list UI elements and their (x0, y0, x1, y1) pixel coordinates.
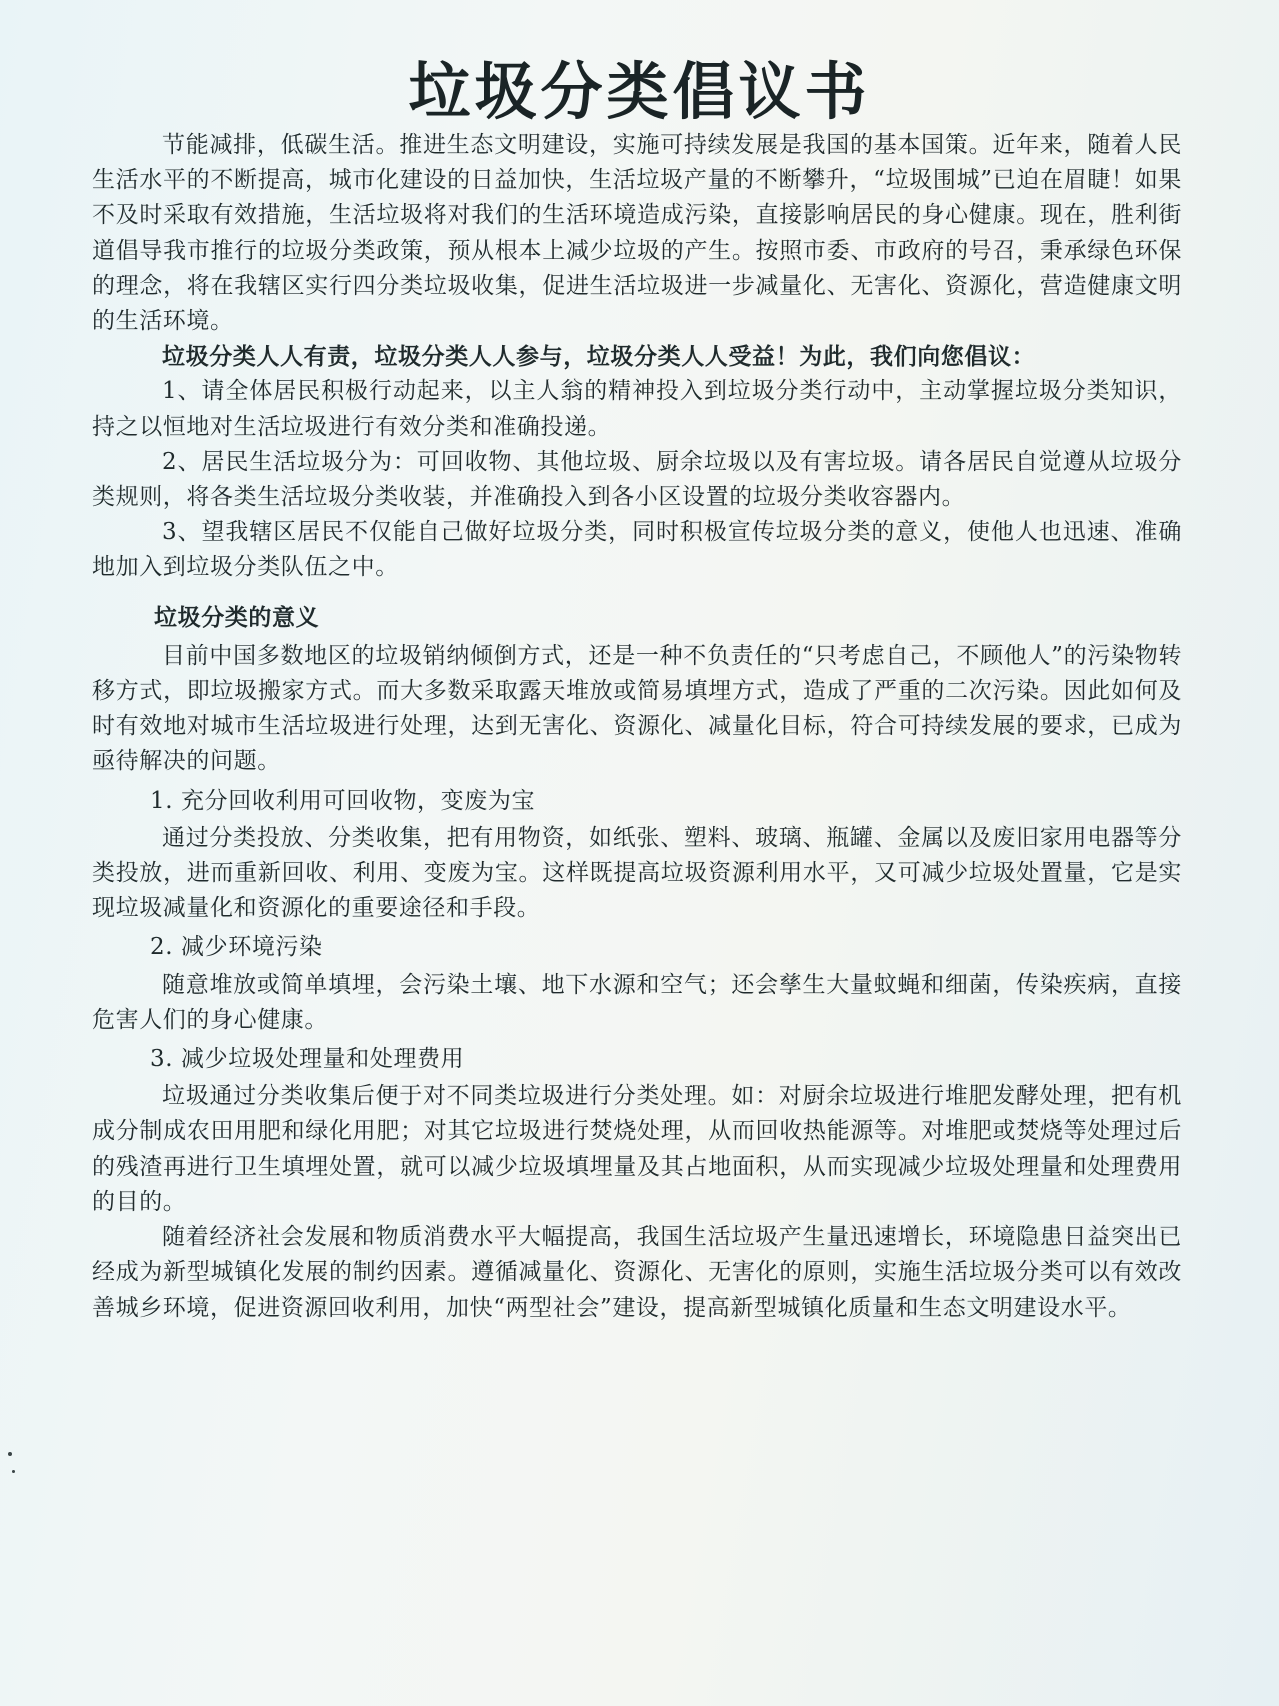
document-title: 垃圾分类倡议书 (408, 55, 871, 128)
meaning-intro-paragraph: 目前中国多数地区的垃圾销纳倾倒方式，还是一种不负责任的“只考虑自己，不顾他人”的污染物转移方式，即垃圾搬家方式。而大多数采取露天堆放或简易填埋方式，造成了严重的二次污染。因此如何及时有效地对城市生活垃圾进行处理，达到无害化、资源化、减量化目标，符合可持续发展的要求，已成为亟待解决的问题。 (92, 642, 1182, 775)
paper-speck (12, 1470, 15, 1473)
document-body (92, 128, 1182, 1326)
section-2-text: 随意堆放或简单填埋，会污染土壤、地下水源和空气；还会孳生大量蚊蝇和细菌，传染疾病，直接危害人们的身心健康。 (92, 971, 1182, 1033)
intro-paragraph: 节能减排，低碳生活。推进生态文明建设，实施可持续发展是我国的基本国策。近年来，随着人民生活水平的不断提高，城市化建设的日益加快，生活垃圾产量的不断攀升，“垃圾围城”已迫在眉睫！如果不及时采取有效措施，生活垃圾将对我们的生活环境造成污染，直接影响居民的身心健康。现在，胜利街道倡导我市推行的垃圾分类政策，预从根本上减少垃圾的产生。按照市委、市政府的号召，秉承绿色环保的理念，将在我辖区实行四分类垃圾收集，促进生活垃圾进一步减量化、无害化、资源化，营造健康文明的生活环境。 (92, 132, 1182, 335)
proposal-2: 2、居民生活垃圾分为：可回收物、其他垃圾、厨余垃圾以及有害垃圾。请各居民自觉遵从垃圾分类规则，将各类生活垃圾分类收装，并准确投入到各小区设置的垃圾分类收容器内。 (92, 448, 1182, 511)
section-1-text: 通过分类投放、分类收集，把有用物资，如纸张、塑料、玻璃、瓶罐、金属以及废旧家用电器等分类投放，进而重新回收、利用、变废为宝。这样既提高垃圾资源利用水平，又可减少垃圾处置量，它是实现垃圾减量化和资源化的重要途径和手段。 (92, 824, 1182, 922)
section-3-heading: 3. 减少垃圾处理量和处理费用 (150, 1046, 465, 1073)
section-3-text: 垃圾通过分类收集后便于对不同类垃圾进行分类处理。如：对厨余垃圾进行堆肥发酵处理，把有机成分制成农田用肥和绿化用肥；对其它垃圾进行焚烧处理，从而回收热能源等。对堆肥或焚烧等处理过后的残渣再进行卫生填埋处置，就可以减少垃圾填埋量及其占地面积，从而实现减少垃圾处理量和处理费用的目的。 (92, 1083, 1182, 1215)
closing-paragraph: 随着经济社会发展和物质消费水平大幅提高，我国生活垃圾产生量迅速增长，环境隐患日益突出已经成为新型城镇化发展的制约因素。遵循减量化、资源化、无害化的原则，实施生活垃圾分类可以有效改善城乡环境，促进资源回收利用，加快“两型社会”建设，提高新型城镇化质量和生态文明建设水平。 (92, 1224, 1182, 1321)
proposal-3: 3、望我辖区居民不仅能自己做好垃圾分类，同时积极宣传垃圾分类的意义，使他人也迅速、准确地加入到垃圾分类队伍之中。 (92, 519, 1182, 581)
section-1-heading: 1. 充分回收利用可回收物，变废为宝 (150, 787, 536, 814)
proposal-1: 1、请全体居民积极行动起来，以主人翁的精神投入到垃圾分类行动中，主动掌握垃圾分类知识，持之以恒地对生活垃圾进行有效分类和准确投递。 (92, 378, 1182, 440)
paper-speck (8, 1452, 12, 1456)
meaning-heading: 垃圾分类的意义 (154, 603, 320, 631)
section-2-heading: 2. 减少环境污染 (150, 934, 323, 961)
slogan-paragraph: 垃圾分类人人有责，垃圾分类人人参与，垃圾分类人人受益！为此，我们向您倡议： (162, 343, 1036, 371)
spacer (92, 586, 1182, 594)
